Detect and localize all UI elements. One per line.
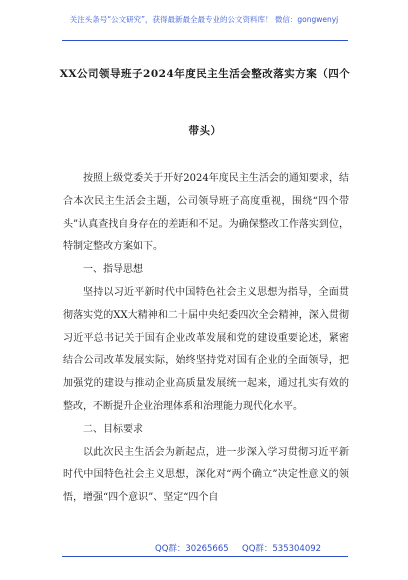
section-heading-goals: 二、目标要求	[83, 423, 143, 435]
document-title: XX公司领导班子2024年度民主生活会整改落实方案（四个	[59, 68, 351, 80]
document-title-continued: 带头）	[188, 125, 222, 137]
footer-divider	[62, 556, 348, 557]
section-heading-guiding-ideology: 一、指导思想	[83, 264, 143, 276]
header-divider	[62, 40, 348, 41]
document-body	[63, 168, 349, 510]
header-banner: 关注头条号“公文研究”，获得最新最全最专业的公文资料库！ 微信：gongwenyj	[69, 15, 339, 24]
qq-group-right: QQ群：535304092	[242, 544, 322, 554]
guiding-ideology-paragraph: 坚持以习近平新时代中国特色社会主义思想为指导，全面贯彻落实党的XX大精神和二十届中央纪委四次全会精神，深入贯彻习近平总书记关于国有企业改革发展和党的建设重要论述，紧密结合公司改革发展实际，始终坚持党对国有企业的全面领导，把加强党的建设与推动企业高质量发展统一起来，通过扎实有效的整改，不断提升企业治理体系和治理能力现代化水平。	[63, 286, 349, 412]
qq-group-left: QQ群：30265665	[155, 544, 229, 554]
goals-paragraph: 以此次民主生活会为新起点，进一步深入学习贯彻习近平新时代中国特色社会主义思想，深化对“两个确立”决定性意义的领悟，增强“四个意识”、坚定“四个自	[63, 446, 349, 504]
intro-paragraph: 按照上级党委关于开好2024年度民主生活会的通知要求，结合本次民主生活会主题，公司领导班子高度重视，围绕“四个带头”认真查找自身存在的差距和不足。为确保整改工作落实到位，特制定整改方案如下。	[63, 173, 349, 253]
